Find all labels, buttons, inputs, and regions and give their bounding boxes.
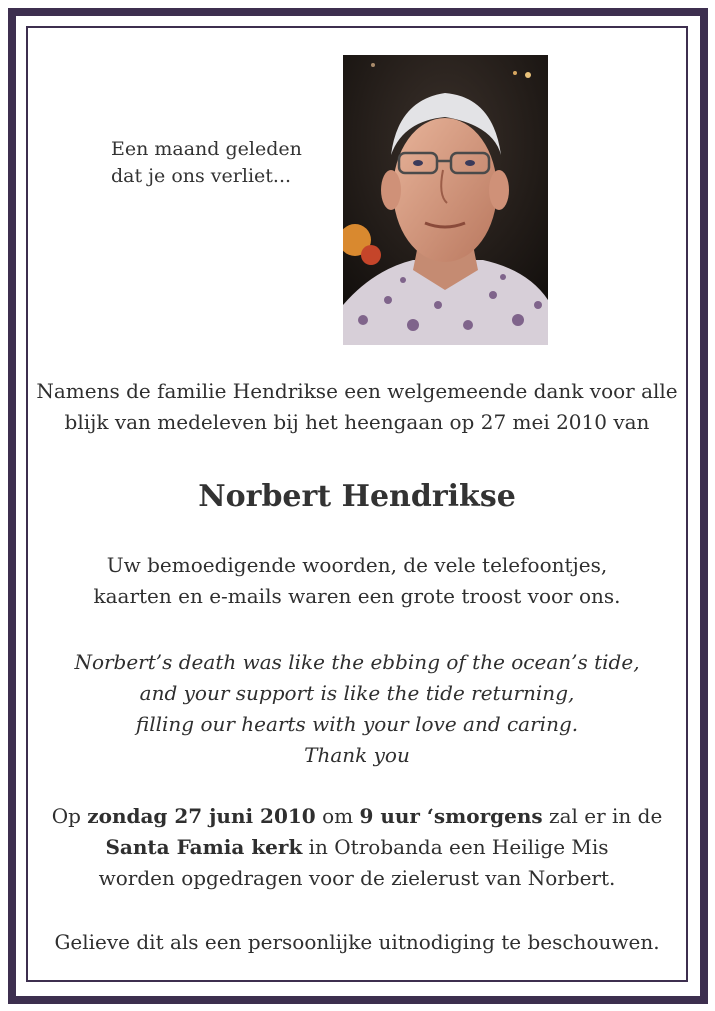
- thanks-line-2: blijk van medeleven bij het heengaan op 27 mei 2010 van: [64, 410, 650, 434]
- intro-line-1: Een maand geleden: [111, 138, 302, 160]
- mass-church: Santa Famia kerk: [105, 835, 303, 859]
- poem-line-2: and your support is like the tide returning,: [139, 681, 575, 705]
- deceased-name: Norbert Hendrikse: [198, 479, 516, 514]
- mass-time: 9 uur ‘smorgens: [359, 804, 543, 828]
- invitation-note: Gelieve dit als een persoonlijke uitnodiging te beschouwen.: [54, 930, 660, 954]
- intro-text: [111, 136, 302, 190]
- poem-line-4: Thank you: [304, 743, 410, 767]
- mass-date: zondag 27 juni 2010: [87, 804, 316, 828]
- comfort-line-1: Uw bemoedigende woorden, de vele telefoontjes,: [106, 553, 608, 577]
- mass-line-1: [26, 801, 688, 832]
- mass-line-2: [26, 832, 688, 863]
- mass-line-1-c: zal er in de: [542, 804, 663, 828]
- mass-line-3: worden opgedragen voor de zielerust van Norbert.: [98, 866, 616, 890]
- thanks-line-1: Namens de familie Hendrikse een welgemeende dank voor alle: [36, 379, 678, 403]
- portrait-illustration: [343, 55, 548, 345]
- mass-line-1-b: om: [315, 804, 360, 828]
- intro-line-2: dat je ons verliet...: [111, 165, 292, 187]
- comfort-line-2: kaarten en e-mails waren een grote troost voor ons.: [93, 584, 621, 608]
- mass-line-1-a: Op: [51, 804, 88, 828]
- poem-line-3: filling our hearts with your love and caring.: [135, 712, 579, 736]
- comfort-paragraph: [26, 550, 688, 612]
- mass-line-2-rest: in Otrobanda een Heilige Mis: [302, 835, 609, 859]
- portrait-photo: [343, 55, 548, 345]
- thanks-paragraph: [26, 376, 688, 438]
- mass-announcement: [26, 801, 688, 894]
- poem-paragraph: [26, 647, 688, 771]
- poem-line-1: Norbert’s death was like the ebbing of the ocean’s tide,: [74, 650, 640, 674]
